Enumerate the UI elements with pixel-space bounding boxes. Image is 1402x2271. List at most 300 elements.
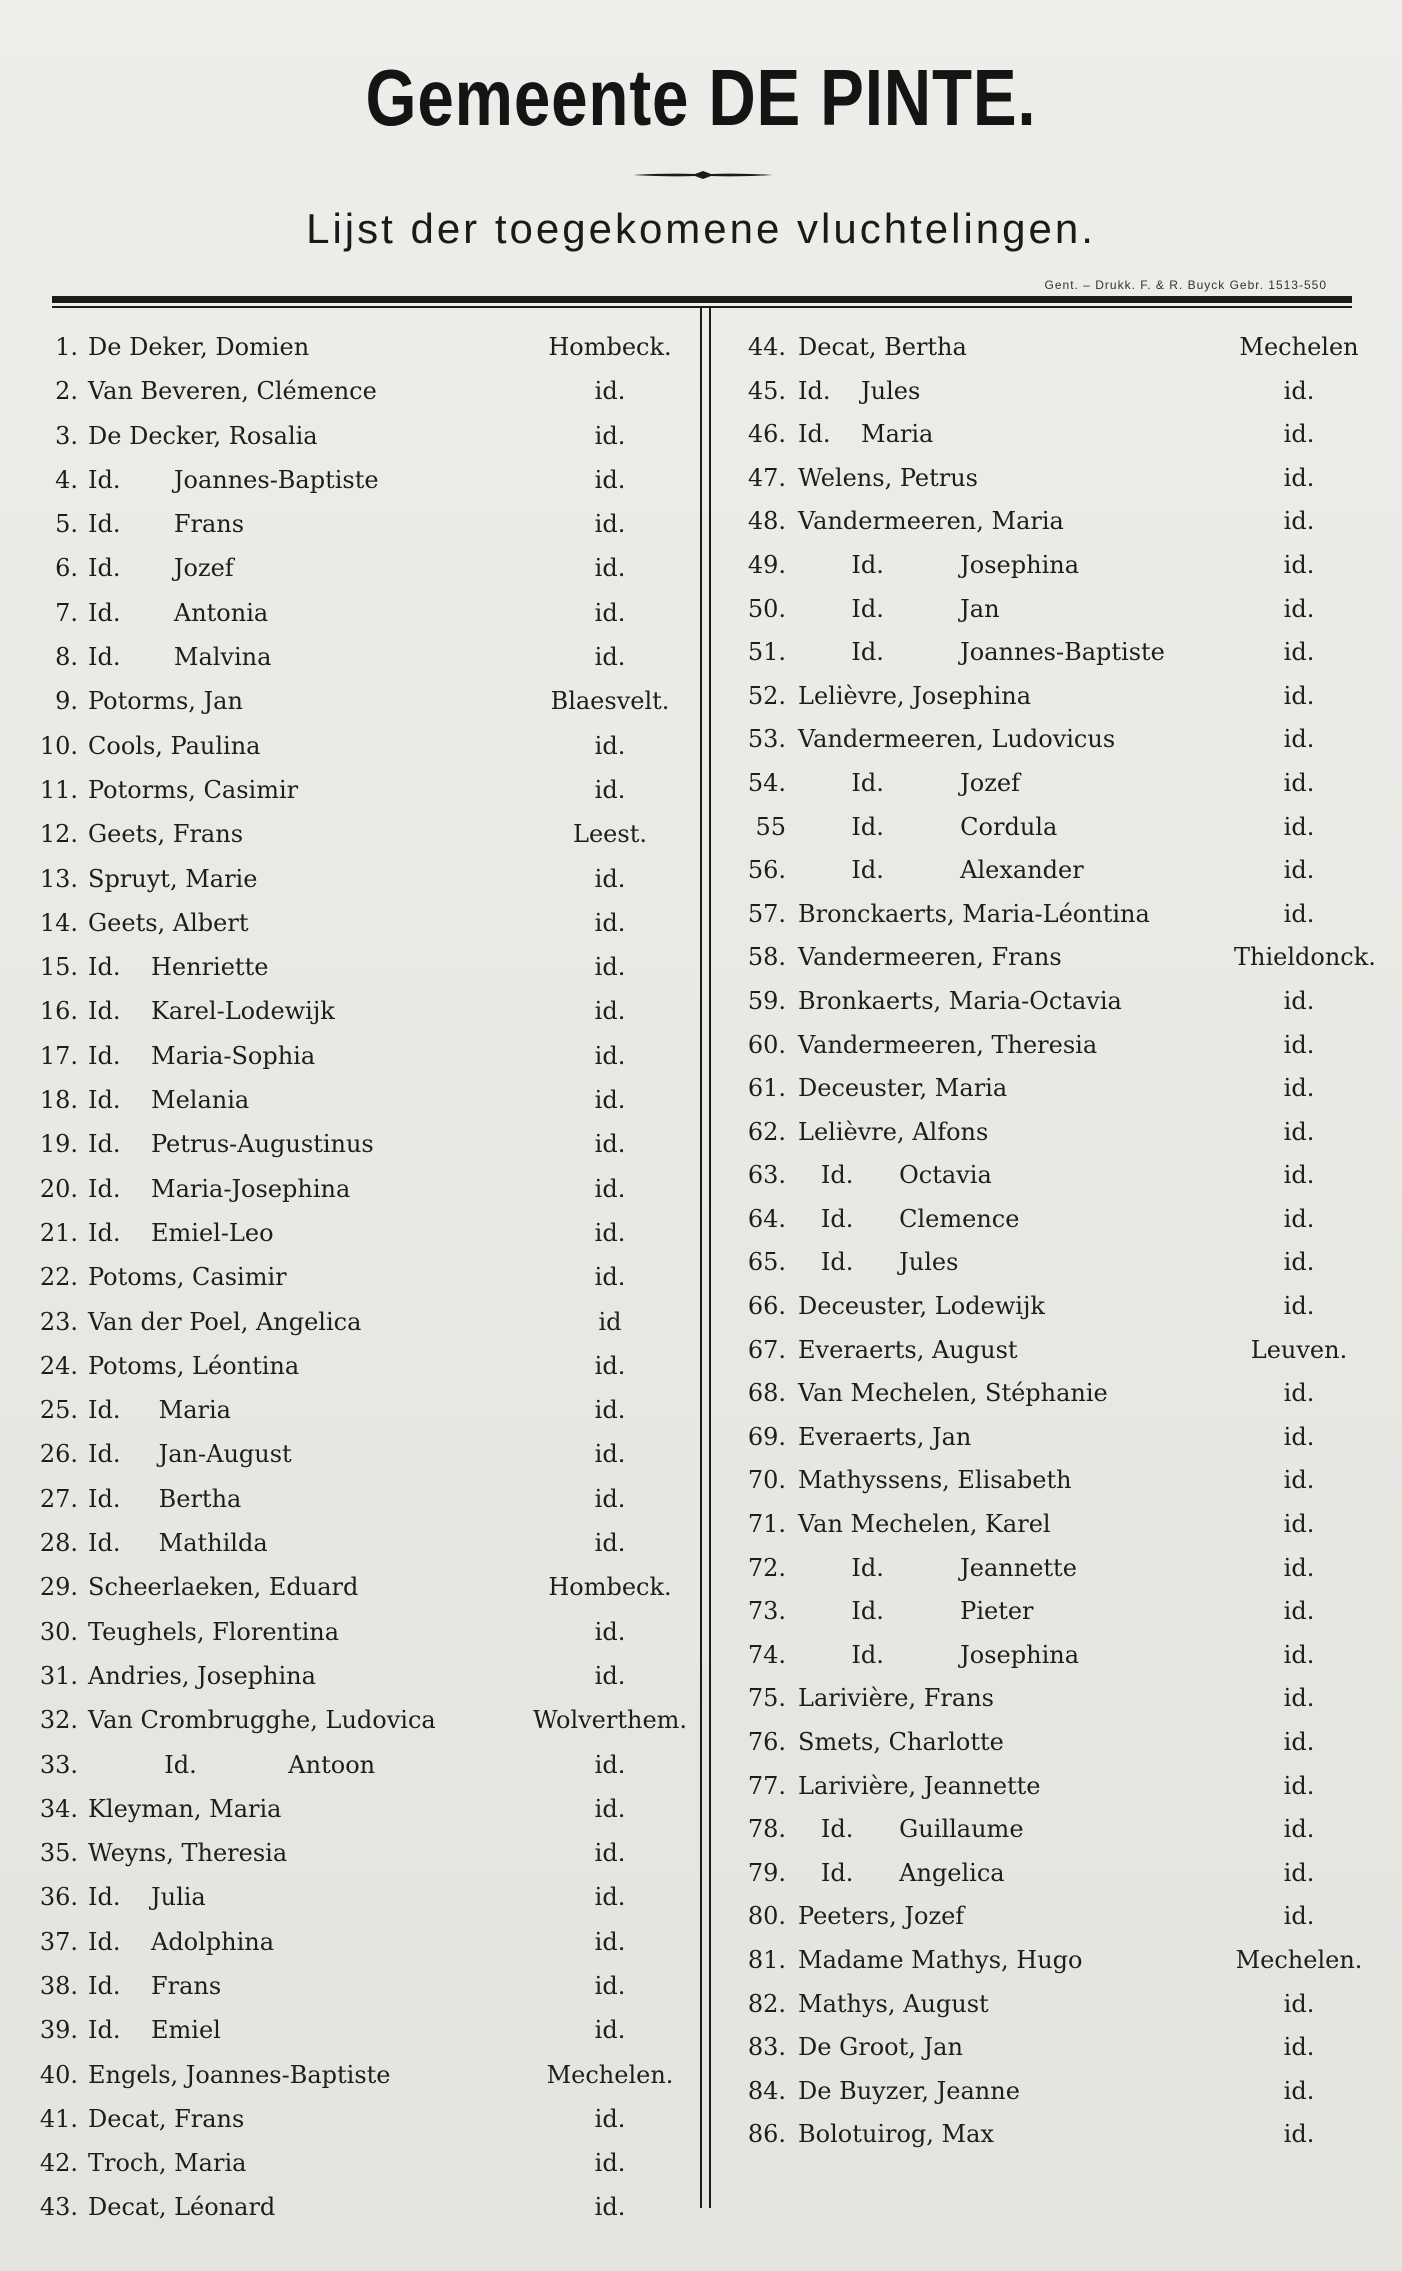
refugee-name: Decat, Frans <box>88 2104 245 2133</box>
refugee-name: Geets, Frans <box>88 820 244 849</box>
origin-place: id. <box>1283 1989 1315 2018</box>
refugee-name: Kleyman, Maria <box>88 1794 282 1823</box>
entry-number: 52. <box>747 681 786 710</box>
refugee-name: Id. Cordula <box>798 812 1058 841</box>
entry-number: 71. <box>747 1510 786 1539</box>
entry-number: 2. <box>55 377 78 406</box>
refugee-name: Van Crombrugghe, Ludovica <box>88 1706 436 1735</box>
list-item <box>742 1764 1372 1808</box>
refugee-name: Id. Josephina <box>798 550 1080 579</box>
origin-place: id. <box>594 908 626 937</box>
refugee-name: Id. Jan <box>798 594 1000 623</box>
list-item <box>28 1964 688 2008</box>
entry-number: 58. <box>747 943 786 972</box>
list-item <box>742 2112 1372 2156</box>
entry-number: 3. <box>55 421 78 450</box>
refugee-name: Decat, Bertha <box>798 333 967 361</box>
refugee-name: Id. Jozef <box>798 768 1020 797</box>
origin-place: id. <box>594 377 626 406</box>
entry-number: 22. <box>39 1263 78 1292</box>
refugee-name: Id. Guillaume <box>798 1815 1024 1844</box>
entry-number: 18. <box>39 1086 78 1115</box>
origin-place: id. <box>1283 1074 1315 1103</box>
origin-place: Mechelen <box>1239 333 1359 361</box>
list-item <box>742 1633 1372 1677</box>
entry-number: 50. <box>747 594 786 623</box>
entry-number: 43. <box>39 2193 78 2222</box>
header-rule-thin <box>52 306 1352 308</box>
list-item <box>742 1066 1372 1110</box>
refugee-name: Engels, Joannes-Baptiste <box>88 2060 391 2089</box>
refugee-name: Lelièvre, Josephina <box>798 681 1032 710</box>
origin-place: id. <box>1283 2120 1315 2149</box>
entry-number: 4. <box>55 465 78 494</box>
origin-place: id. <box>594 1839 626 1868</box>
refugee-name: Id. Maria-Sophia <box>88 1041 316 1070</box>
refugee-name: Id. Maria <box>88 1396 231 1425</box>
origin-place: Mechelen. <box>546 2060 674 2089</box>
entry-number: 7. <box>55 598 78 627</box>
list-item <box>28 1255 688 1299</box>
refugee-name: Id. Octavia <box>798 1161 992 1190</box>
ornament-divider <box>633 170 773 180</box>
entry-number: 39. <box>39 2016 78 2045</box>
refugee-name: Id. Clemence <box>798 1204 1020 1233</box>
entry-number: 16. <box>39 997 78 1026</box>
list-item <box>742 1240 1372 1284</box>
entry-number: 13. <box>39 864 78 893</box>
list-item <box>28 1300 688 1344</box>
origin-place: id. <box>1283 420 1315 449</box>
refugee-name: Scheerlaeken, Eduard <box>88 1573 359 1602</box>
origin-place: id. <box>1283 1597 1315 1626</box>
list-item <box>28 2053 688 2097</box>
list-item <box>28 2141 688 2185</box>
origin-place: id. <box>1283 812 1315 841</box>
entry-number: 55 <box>755 812 786 841</box>
refugee-name: Bronckaerts, Maria-Léontina <box>798 899 1150 928</box>
list-item <box>28 1167 688 1211</box>
column-divider-right <box>709 308 711 2208</box>
origin-place: id. <box>1283 1248 1315 1277</box>
entry-number: 25. <box>39 1396 78 1425</box>
refugee-name: Vandermeeren, Theresia <box>798 1030 1098 1059</box>
origin-place: id. <box>1283 856 1315 885</box>
list-item <box>28 1787 688 1831</box>
refugee-name: Id. Jules <box>798 376 921 405</box>
refugee-name: Id. Adolphina <box>88 1927 275 1956</box>
origin-place: Blaesvelt. <box>550 687 670 716</box>
refugee-name: Id. Josephina <box>798 1640 1080 1669</box>
origin-place: id. <box>1283 1728 1315 1756</box>
entry-number: 61. <box>747 1074 786 1103</box>
entry-number: 48. <box>747 507 786 536</box>
refugee-name: Geets, Albert <box>88 908 249 937</box>
origin-place: id. <box>594 465 626 494</box>
list-item <box>742 369 1372 413</box>
entry-number: 78. <box>747 1815 786 1844</box>
origin-place: id. <box>1283 638 1315 667</box>
entry-number: 47. <box>747 463 786 492</box>
list-item <box>742 1589 1372 1633</box>
origin-place: id. <box>594 598 626 627</box>
entry-number: 36. <box>39 1883 78 1912</box>
refugee-name: Deceuster, Lodewijk <box>798 1292 1045 1321</box>
entry-number: 80. <box>747 1902 786 1931</box>
refugee-name: De Groot, Jan <box>798 2033 963 2062</box>
refugee-name: Teughels, Florentina <box>88 1617 340 1646</box>
origin-place: id. <box>594 2149 626 2178</box>
refugee-name: Id. Petrus-Augustinus <box>88 1130 374 1159</box>
list-item <box>28 546 688 590</box>
origin-place: id. <box>1283 1466 1315 1495</box>
origin-place: id. <box>594 421 626 450</box>
origin-place: id. <box>594 953 626 982</box>
list-item <box>28 1122 688 1166</box>
list-item <box>742 2025 1372 2069</box>
entry-number: 51. <box>747 638 786 667</box>
entry-number: 68. <box>747 1379 786 1408</box>
entry-number: 62. <box>747 1117 786 1146</box>
list-item <box>28 724 688 768</box>
origin-place: id. <box>594 864 626 893</box>
refugee-name: Lelièvre, Alfons <box>798 1117 989 1146</box>
refugee-name: Id. Frans <box>88 1971 222 2000</box>
origin-place: id. <box>594 1041 626 1070</box>
origin-place: id. <box>1283 1858 1315 1887</box>
refugee-name: Decat, Léonard <box>88 2193 276 2222</box>
list-item <box>742 979 1372 1023</box>
list-item <box>742 2069 1372 2113</box>
list-item <box>28 369 688 413</box>
list-item <box>742 1371 1372 1415</box>
origin-place: id. <box>594 1484 626 1513</box>
entry-number: 49. <box>747 550 786 579</box>
origin-place: id. <box>594 1971 626 2000</box>
refugee-name: Andries, Josephina <box>88 1661 316 1690</box>
origin-place: id. <box>1283 463 1315 492</box>
origin-place: Mechelen. <box>1235 1945 1363 1974</box>
header-rule-thick <box>52 296 1352 303</box>
entry-number: 37. <box>39 1927 78 1956</box>
entry-number: 28. <box>39 1529 78 1558</box>
entry-number: 17. <box>39 1041 78 1070</box>
origin-place: id. <box>594 1351 626 1380</box>
refugee-name: Potorms, Casimir <box>88 775 299 804</box>
list-item <box>28 458 688 502</box>
refugee-name: Id. Jules <box>798 1248 959 1277</box>
refugee-name: Cools, Paulina <box>88 731 261 760</box>
origin-place: id. <box>1283 1771 1315 1800</box>
list-item <box>742 892 1372 936</box>
origin-place: id. <box>1283 1292 1315 1321</box>
list-item <box>28 1521 688 1565</box>
refugee-list-left <box>28 325 688 2230</box>
list-item <box>28 1432 688 1476</box>
origin-place: id. <box>594 2104 626 2133</box>
origin-place: id. <box>1283 507 1315 536</box>
list-item <box>742 1284 1372 1328</box>
origin-place: id. <box>594 1440 626 1469</box>
refugee-name: Id. Joannes-Baptiste <box>88 465 379 494</box>
list-item <box>28 989 688 1033</box>
refugee-name: Larivière, Jeannette <box>798 1771 1041 1800</box>
list-item <box>28 502 688 546</box>
list-item <box>742 935 1376 979</box>
entry-number: 38. <box>39 1971 78 2000</box>
origin-place: id. <box>1283 725 1315 754</box>
list-item <box>28 1211 688 1255</box>
entry-number: 33. <box>39 1750 78 1779</box>
entry-number: 53. <box>747 725 786 754</box>
origin-place: id. <box>594 1174 626 1203</box>
refugee-name: Van Mechelen, Karel <box>798 1510 1051 1539</box>
refugee-name: Deceuster, Maria <box>798 1074 1008 1103</box>
origin-place: id. <box>594 775 626 804</box>
entry-number: 69. <box>747 1422 786 1451</box>
entry-number: 63. <box>747 1161 786 1190</box>
origin-place: id. <box>1283 1902 1315 1931</box>
origin-place: Wolverthem. <box>532 1706 688 1735</box>
origin-place: Thieldonck. <box>1234 943 1376 972</box>
origin-place: id. <box>594 1263 626 1292</box>
list-item <box>28 1743 688 1787</box>
origin-place: id. <box>1283 986 1315 1015</box>
refugee-name: Id. Henriette <box>88 953 269 982</box>
list-item <box>742 1546 1372 1590</box>
entry-number: 45. <box>747 376 786 405</box>
list-item <box>28 325 688 369</box>
origin-place: id. <box>1283 1510 1315 1539</box>
refugee-name: Weyns, Theresia <box>88 1839 288 1868</box>
list-item <box>742 1328 1372 1372</box>
origin-place: id. <box>1283 1204 1315 1233</box>
list-item <box>742 1197 1372 1241</box>
origin-place: id. <box>1283 2033 1315 2062</box>
origin-place: id. <box>594 1927 626 1956</box>
list-item <box>742 1415 1372 1459</box>
origin-place: id. <box>594 1617 626 1646</box>
list-item <box>742 1982 1372 2026</box>
list-item <box>742 325 1372 369</box>
list-item <box>742 499 1372 543</box>
origin-place: id. <box>594 1529 626 1558</box>
list-item <box>28 901 688 945</box>
refugee-name: De Decker, Rosalia <box>88 421 318 450</box>
refugee-name: Spruyt, Marie <box>88 864 258 893</box>
list-item <box>28 1344 688 1388</box>
entry-number: 21. <box>39 1218 78 1247</box>
refugee-name: Van Mechelen, Stéphanie <box>798 1379 1108 1408</box>
list-item <box>28 2185 688 2229</box>
origin-place: id. <box>1283 550 1315 579</box>
list-item <box>28 2097 688 2141</box>
refugee-name: Id. Maria <box>798 420 934 449</box>
refugee-name: Id. Mathilda <box>88 1529 268 1558</box>
refugee-name: Smets, Charlotte <box>798 1728 1004 1756</box>
entry-number: 60. <box>747 1030 786 1059</box>
refugee-name: Id. Pieter <box>798 1597 1034 1626</box>
entry-number: 26. <box>39 1440 78 1469</box>
entry-number: 23. <box>39 1307 78 1336</box>
origin-place: Leest. <box>573 820 647 849</box>
entry-number: 35. <box>39 1839 78 1868</box>
entry-number: 44. <box>747 333 786 361</box>
entry-number: 56. <box>747 856 786 885</box>
origin-place: id. <box>1283 1117 1315 1146</box>
entry-number: 73. <box>747 1597 786 1626</box>
refugee-name: Bronkaerts, Maria-Octavia <box>798 986 1122 1015</box>
refugee-name: Id. Maria-Josephina <box>88 1174 351 1203</box>
origin-place: Hombeck. <box>548 333 672 361</box>
origin-place: id. <box>594 2016 626 2045</box>
origin-place: Hombeck. <box>548 1573 672 1602</box>
entry-number: 46. <box>747 420 786 449</box>
entry-number: 70. <box>747 1466 786 1495</box>
list-item <box>742 1938 1372 1982</box>
entry-number: 67. <box>747 1335 786 1364</box>
entry-number: 9. <box>55 687 78 716</box>
entry-number: 11. <box>39 775 78 804</box>
list-item <box>28 1831 688 1875</box>
entry-number: 65. <box>747 1248 786 1277</box>
refugee-name: Id. Frans <box>88 510 245 539</box>
entry-number: 29. <box>39 1573 78 1602</box>
entry-number: 64. <box>747 1204 786 1233</box>
origin-place: id. <box>594 510 626 539</box>
list-item <box>28 635 688 679</box>
origin-place: id. <box>594 1130 626 1159</box>
list-item <box>742 1807 1372 1851</box>
origin-place: id. <box>1283 2076 1315 2105</box>
origin-place: id. <box>594 1750 626 1779</box>
entry-number: 81. <box>747 1945 786 1974</box>
page-subtitle: Lijst der toegekomene vluchtelingen. <box>306 205 1096 252</box>
printer-imprint: Gent. – Drukk. F. & R. Buyck Gebr. 1513-550 <box>1044 278 1327 292</box>
refugee-name: Everaerts, August <box>798 1335 1018 1364</box>
refugee-name: Larivière, Frans <box>798 1684 994 1713</box>
entry-number: 19. <box>39 1130 78 1159</box>
refugee-name: De Buyzer, Jeanne <box>798 2076 1020 2105</box>
list-item <box>28 1610 688 1654</box>
entry-number: 34. <box>39 1794 78 1823</box>
list-item <box>28 1698 688 1742</box>
list-item <box>742 412 1372 456</box>
entry-number: 31. <box>39 1661 78 1690</box>
entry-number: 66. <box>747 1292 786 1321</box>
list-item <box>742 1851 1372 1895</box>
origin-place: id. <box>1283 376 1315 405</box>
list-item <box>28 1875 688 1919</box>
refugee-name: Vandermeeren, Ludovicus <box>798 725 1116 754</box>
refugee-name: Id. Jozef <box>88 554 234 583</box>
origin-place: id. <box>594 997 626 1026</box>
origin-place: id. <box>1283 768 1315 797</box>
origin-place: id. <box>594 1086 626 1115</box>
entry-number: 77. <box>747 1771 786 1800</box>
origin-place: id. <box>594 643 626 672</box>
refugee-name: Vandermeeren, Frans <box>798 943 1062 972</box>
refugee-name: Id. Antonia <box>88 598 269 627</box>
origin-place: id. <box>1283 1640 1315 1669</box>
refugee-name: Van der Poel, Angelica <box>88 1307 362 1336</box>
origin-place: id. <box>594 1661 626 1690</box>
refugee-list-right <box>742 325 1376 2156</box>
list-item <box>28 1654 688 1698</box>
refugee-name: Bolotuirog, Max <box>798 2120 994 2149</box>
entry-number: 32. <box>39 1706 78 1735</box>
origin-place: id. <box>1283 681 1315 710</box>
entry-number: 12. <box>39 820 78 849</box>
refugee-name: Id. Alexander <box>798 856 1084 885</box>
entry-number: 30. <box>39 1617 78 1646</box>
list-item <box>742 717 1372 761</box>
refugee-name: Id. Bertha <box>88 1484 242 1513</box>
refugee-name: Id. Karel-Lodewijk <box>88 997 335 1026</box>
refugee-name: Id. Joannes-Baptiste <box>798 638 1165 667</box>
refugee-name: Id. Angelica <box>798 1858 1005 1887</box>
refugee-name: Madame Mathys, Hugo <box>798 1945 1083 1974</box>
list-item <box>742 1676 1372 1720</box>
entry-number: 42. <box>39 2149 78 2178</box>
refugee-name: Welens, Petrus <box>798 463 978 492</box>
list-item <box>742 1023 1372 1067</box>
origin-place: id. <box>1283 1684 1315 1713</box>
refugee-name: Potoms, Casimir <box>88 1263 287 1292</box>
list-item <box>742 1720 1372 1764</box>
list-item <box>28 1388 688 1432</box>
entry-number: 5. <box>55 510 78 539</box>
list-item <box>742 761 1372 805</box>
origin-place: id. <box>594 2193 626 2222</box>
entry-number: 27. <box>39 1484 78 1513</box>
list-item <box>742 630 1372 674</box>
entry-number: 20. <box>39 1174 78 1203</box>
column-divider-left <box>700 308 702 2208</box>
refugee-name: Id. Melania <box>88 1086 250 1115</box>
list-item <box>742 1894 1372 1938</box>
refugee-name: Troch, Maria <box>88 2149 247 2178</box>
origin-place: id. <box>594 1794 626 1823</box>
entry-number: 76. <box>747 1728 786 1756</box>
list-item <box>28 857 688 901</box>
entry-number: 54. <box>747 768 786 797</box>
origin-place: Leuven. <box>1250 1335 1348 1364</box>
list-item <box>742 805 1372 849</box>
refugee-name: Everaerts, Jan <box>798 1422 972 1451</box>
refugee-name: Mathyssens, Elisabeth <box>798 1466 1072 1495</box>
list-item <box>28 679 688 723</box>
entry-number: 40. <box>39 2060 78 2089</box>
list-item <box>28 1034 688 1078</box>
entry-number: 57. <box>747 899 786 928</box>
entry-number: 15. <box>39 953 78 982</box>
list-item <box>28 768 688 812</box>
entry-number: 72. <box>747 1553 786 1582</box>
list-item <box>28 1078 688 1122</box>
list-item <box>742 456 1372 500</box>
list-item <box>28 2008 688 2052</box>
list-item <box>28 1477 688 1521</box>
origin-place: id. <box>1283 1379 1315 1408</box>
refugee-name: Vandermeeren, Maria <box>798 507 1064 536</box>
list-item <box>742 848 1372 892</box>
refugee-name: Id. Jeannette <box>798 1553 1077 1582</box>
origin-place: id. <box>1283 1815 1315 1844</box>
list-item <box>28 414 688 458</box>
entry-number: 82. <box>747 1989 786 2018</box>
entry-number: 8. <box>55 643 78 672</box>
